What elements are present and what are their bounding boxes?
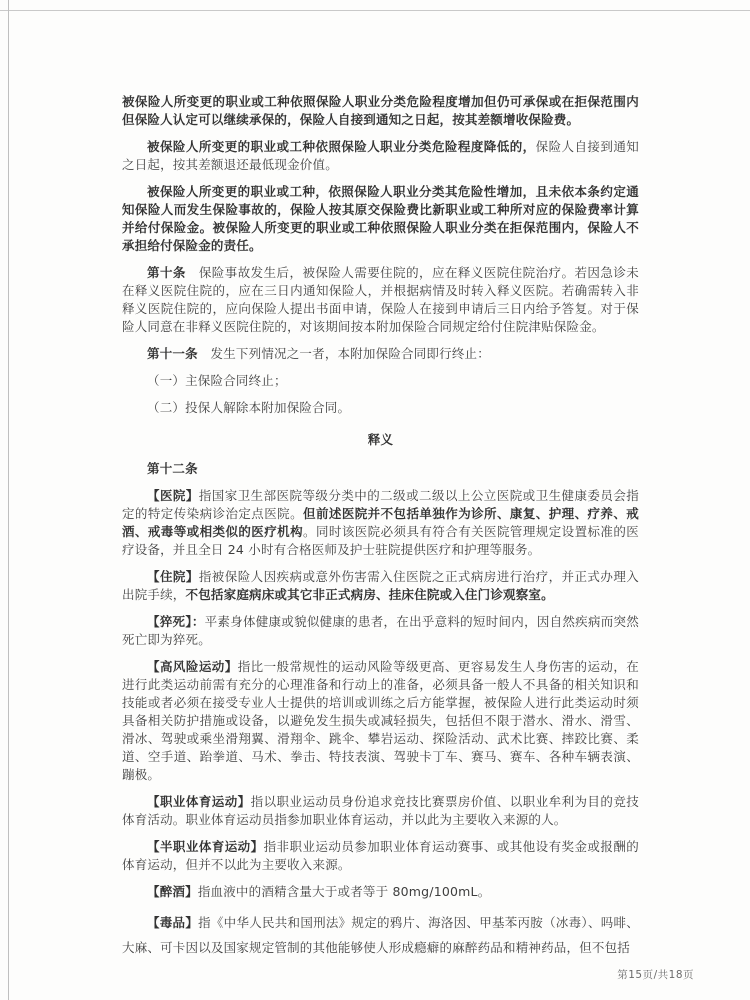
text-run-bold: 释义: [367, 432, 394, 447]
paragraph: [122, 658, 639, 784]
text-run-bold: 被保险人所变更的职业或工种依照保险人职业分类危险程度降低的，: [147, 139, 536, 154]
paragraph: [122, 372, 639, 390]
paragraph: [122, 183, 639, 255]
paragraph: [122, 264, 639, 336]
text-run: 指血液中的酒精含量大于或者等于 80mg/100mL。: [197, 884, 491, 899]
text-run-bold: 【医院】: [147, 488, 199, 503]
text-run: （二）投保人解除本附加保险合同。: [147, 400, 351, 415]
section-heading: [122, 431, 639, 449]
text-run: 平素身体健康或貌似健康的患者，在出乎意料的短时间内，因自然疾病而突然死亡即为猝死。: [122, 614, 639, 647]
scan-border-left: [8, 0, 9, 1000]
paragraph: [122, 910, 639, 960]
paragraph: [122, 399, 639, 417]
text-run: 发生下列情况之一者，本附加保险合同即行终止：: [197, 346, 490, 361]
scan-border-top: [0, 10, 750, 11]
text-run-bold: 【住院】: [147, 569, 199, 584]
text-run-bold: 【半职业体育运动】: [147, 839, 264, 854]
text-run-bold: 【醉酒】: [147, 884, 198, 899]
page-number: 第15页/共18页: [617, 969, 694, 981]
text-run-bold: 【高风险运动】: [147, 659, 238, 674]
text-run-bold: 不包括家庭病床或其它非正式病房、挂床住院或入住门诊观察室。: [185, 587, 554, 602]
text-run: 。同时该医院必须具有符合有关医院管理规定设置标准的医疗设备，并且全日 24 小时有合格医师及护士驻院提供医疗和护理等服务。: [122, 524, 639, 557]
text-run-bold: 被保险人所变更的职业或工种，依照保险人职业分类其危险性增加，且未依本条约定通知保险人而发生保险事故的，保险人按其原交保险费比新职业或工种所对应的保险费率计算并给付保险金。被保险人所变更的职业或工种依照保险人职业分类在拒保范围内，保险人不承担给付保险金的责任。: [122, 184, 639, 253]
paragraph: [122, 793, 639, 829]
text-run-bold: 第十二条: [147, 461, 198, 476]
text-run: 指比一般常规性的运动风险等级更高、更容易发生人身伤害的运动，在进行此类运动前需有充分的心理准备和行动上的准备，必须具备一般人不具备的相关知识和技能或者必须在接受专业人士提供的培训或训练之后方能掌握，被保险人进行此类运动时须具备相关防护措施或设备，以避免发生损失或减轻损失，包括但不限于潜水、滑水、滑雪、滑冰、驾驶或乘坐滑翔翼、滑翔伞、跳伞、攀岩运动、探险活动、武术比赛、摔跤比赛、柔道、空手道、跆拳道、马术、拳击、特技表演、驾驶卡丁车、赛马、赛车、各种车辆表演、蹦极。: [122, 659, 640, 782]
text-run: 指非职业运动员参加职业体育运动赛事、或其他设有奖金或报酬的体育运动，但并不以此为主要收入来源。: [122, 839, 639, 872]
text-run: 指国家卫生部医院等级分类中的二级或二级以上公立医院或卫生健康委员会指定的特定传染病诊治定点医院。: [122, 488, 639, 521]
text-run: （一）主保险合同终止；: [147, 373, 287, 388]
text-run-bold: 被保险人所变更的职业或工种依照保险人职业分类危险程度增加但仍可承保或在拒保范围内但保险人认定可以继续承保的，保险人自接到通知之日起，按其差额增收保险费。: [122, 94, 639, 127]
text-run: 指《中华人民共和国刑法》规定的鸦片、海洛因、甲基苯丙胺（冰毒）、吗啡、大麻、可卡因以及国家规定管制的其他能够使人形成瘾癖的麻醉药品和精神药品，但不包括: [122, 915, 639, 955]
paragraph: [122, 93, 639, 129]
paragraph: [122, 613, 639, 649]
text-run-bold: 【毒品】: [147, 915, 199, 930]
paragraph: [122, 460, 639, 478]
text-run: 指被保险人因疾病或意外伤害需入住医院之正式病房进行治疗，并正式办理入出院手续，: [122, 569, 639, 602]
text-run-bold: 但前述医院并不包括单独作为诊所、康复、护理、疗养、戒酒、戒毒等或相类似的医疗机构: [122, 506, 639, 539]
paragraph: [122, 345, 639, 363]
text-run-bold: 【猝死】：: [147, 614, 205, 629]
paragraph: [122, 138, 639, 174]
text-run: 保险事故发生后，被保险人需要住院的，应在释义医院住院治疗。若因急诊未在释义医院住院的，应在三日内通知保险人，并根据病情及时转入释义医院。若确需转入非释义医院住院的，应向保险人提出书面申请，保险人在接到申请后三日内给予答复。对于保险人同意在非释义医院住院的，对该期间按本附加保险合同规定给付住院津贴保险金。: [122, 265, 639, 334]
text-run-bold: 第十一条: [147, 346, 198, 361]
paragraph: [122, 487, 639, 559]
text-run: 指以职业运动员身份追求竞技比赛票房价值、以职业牟利为目的竞技体育活动。职业体育运动员指参加职业体育运动，并以此为主要收入来源的人。: [122, 794, 639, 827]
paragraph: [122, 838, 639, 874]
text-run-bold: 【职业体育运动】: [147, 794, 251, 809]
paragraph: [122, 883, 639, 901]
paragraph: [122, 568, 639, 604]
document-body: [122, 93, 639, 969]
text-run-bold: 第十条: [147, 265, 186, 280]
text-run: 保险人自接到通知之日起，按其差额退还最低现金价值。: [122, 139, 639, 172]
